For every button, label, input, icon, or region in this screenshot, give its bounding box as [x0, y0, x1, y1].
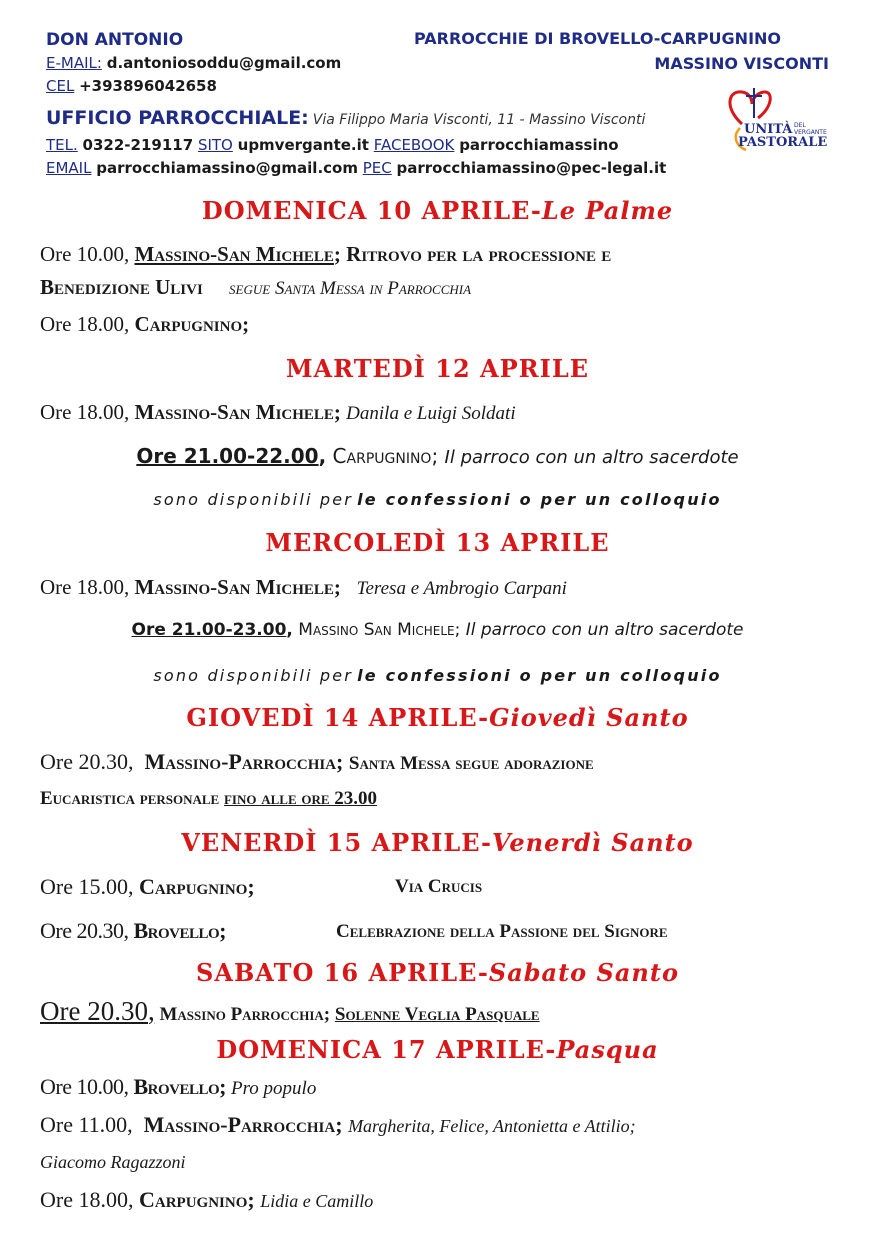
office-row — [46, 107, 645, 129]
event-line: Ore 11.00, Massino-Parrocchia; Margherita, Felice, Antonietta e Attilio; — [40, 1112, 636, 1137]
event-line: Ore 21.00-22.00, Carpugnino; Il parroco con un altro sacerdote — [136, 444, 739, 468]
email-value[interactable]: d.antoniosoddu@gmail.com — [106, 54, 342, 72]
tel-value: 0322-219117 — [82, 136, 194, 154]
email-row — [46, 54, 341, 72]
email2-label: EMAIL — [46, 159, 92, 177]
event-line: Ore 20.30, Massino-Parrocchia; Santa Messa segue adorazione — [40, 749, 594, 774]
email2-row — [46, 159, 666, 177]
place-label: Massino-San Michele — [134, 242, 334, 266]
day-subtitle-10: Le Palme — [541, 196, 674, 225]
cel-row — [46, 77, 217, 95]
place-label: Brovello; — [133, 918, 226, 943]
pastoral-unit-logo — [722, 84, 832, 156]
facebook-label: FACEBOOK — [373, 136, 455, 154]
day-subtitle-15: Venerdì Santo — [491, 828, 694, 857]
event-line: Ore 18.00, Carpugnino; Lidia e Camillo — [40, 1187, 374, 1212]
tel-label: TEL. — [46, 136, 78, 154]
logo-line1: UNITÀ — [744, 122, 793, 137]
event-line: Ore 10.00, Massino-San Michele; Ritrovo per la processione e — [40, 242, 612, 266]
email2-value[interactable]: parrocchiamassino@gmail.com — [96, 159, 358, 177]
event-note: Giacomo Ragazzoni — [40, 1152, 186, 1172]
confession-note: sono disponibili per le confessioni o per un colloquio — [153, 666, 722, 685]
event-line: Ore 15.00, Carpugnino; — [40, 874, 255, 899]
cel-value: +393896042658 — [79, 77, 217, 95]
logo-vergante: VERGANTE — [794, 129, 827, 136]
confession-note: sono disponibili per le confessioni o per un colloquio — [153, 490, 722, 509]
day-subtitle-14: Giovedì Santo — [489, 703, 689, 732]
event-line: Eucaristica personale fino alle ore 23.00 — [40, 788, 378, 809]
pec-label: PEC — [362, 159, 392, 177]
day-subtitle-16: Sabato Santo — [488, 958, 679, 987]
place-label: Massino-Parrocchia; — [144, 749, 344, 774]
day-heading-17: DOMENICA 17 APRILE-Pasqua — [216, 1035, 659, 1064]
place-label: Carpugnino; — [138, 1187, 255, 1212]
event-line: Ore 18.00, Massino-San Michele; Teresa e Ambrogio Carpani — [40, 575, 567, 599]
site-label: SITO — [197, 136, 233, 154]
place-label: Brovello; — [133, 1074, 226, 1099]
event-desc: Celebrazione della Passione del Signore — [336, 921, 668, 942]
event-line: Ore 18.00, Carpugnino; — [40, 312, 250, 336]
site-value[interactable]: upmvergante.it — [237, 136, 369, 154]
facebook-value[interactable]: parrocchiamassino — [459, 136, 619, 154]
place-label: Massino-San Michele; — [134, 400, 341, 424]
logo-line2: PASTORALE — [738, 135, 828, 150]
event-line: Ore 10.00, Brovello; Pro populo — [40, 1074, 317, 1099]
place-label: Carpugnino; — [138, 874, 255, 899]
parishes-title: PARROCCHIE DI BROVELLO-CARPUGNINO — [414, 29, 782, 48]
event-desc: Via Crucis — [395, 876, 483, 897]
place-label: Carpugnino; — [134, 312, 250, 336]
day-heading-15: VENERDÌ 15 APRILE-Venerdì Santo — [181, 828, 694, 857]
tel-row — [46, 136, 619, 154]
day-heading-16: SABATO 16 APRILE-Sabato Santo — [196, 958, 679, 987]
place-label: Massino Parrocchia; — [159, 1004, 331, 1025]
parishes-subtitle: MASSINO VISCONTI — [654, 54, 829, 73]
office-label: UFFICIO PARROCCHIALE: — [46, 107, 309, 129]
day-heading-10: DOMENICA 10 APRILE-Le Palme — [201, 196, 674, 225]
email-label: E-MAIL: — [46, 54, 102, 72]
day-heading-12: MARTEDÌ 12 APRILE — [285, 354, 590, 383]
place-label: Massino-San Michele; — [134, 575, 341, 599]
cel-label: CEL — [46, 77, 75, 95]
day-heading-13: MERCOLEDÌ 13 APRILE — [265, 528, 610, 557]
event-line: Ore 18.00, Massino-San Michele; Danila e Luigi Soldati — [40, 400, 516, 424]
office-address: Via Filippo Maria Visconti, 11 - Massino Visconti — [312, 112, 646, 128]
place-label: Massino-Parrocchia; — [143, 1112, 343, 1137]
day-subtitle-17: Pasqua — [556, 1035, 659, 1064]
event-line: Ore 21.00-23.00, Massino San Michele; Il parroco con un altro sacerdote — [131, 620, 744, 640]
event-line: Ore 20.30, Brovello; — [40, 918, 226, 943]
priest-name: DON ANTONIO — [46, 30, 184, 50]
pec-value[interactable]: parrocchiamassino@pec-legal.it — [396, 159, 667, 177]
day-heading-14: GIOVEDÌ 14 APRILE-Giovedì Santo — [186, 703, 689, 732]
event-line: Ore 20.30, Massino Parrocchia; Solenne Veglia Pasquale — [40, 996, 540, 1026]
logo-del: DEL — [794, 122, 806, 129]
event-line: Benedizione Ulivi segue Santa Messa in Parrocchia — [40, 275, 472, 299]
